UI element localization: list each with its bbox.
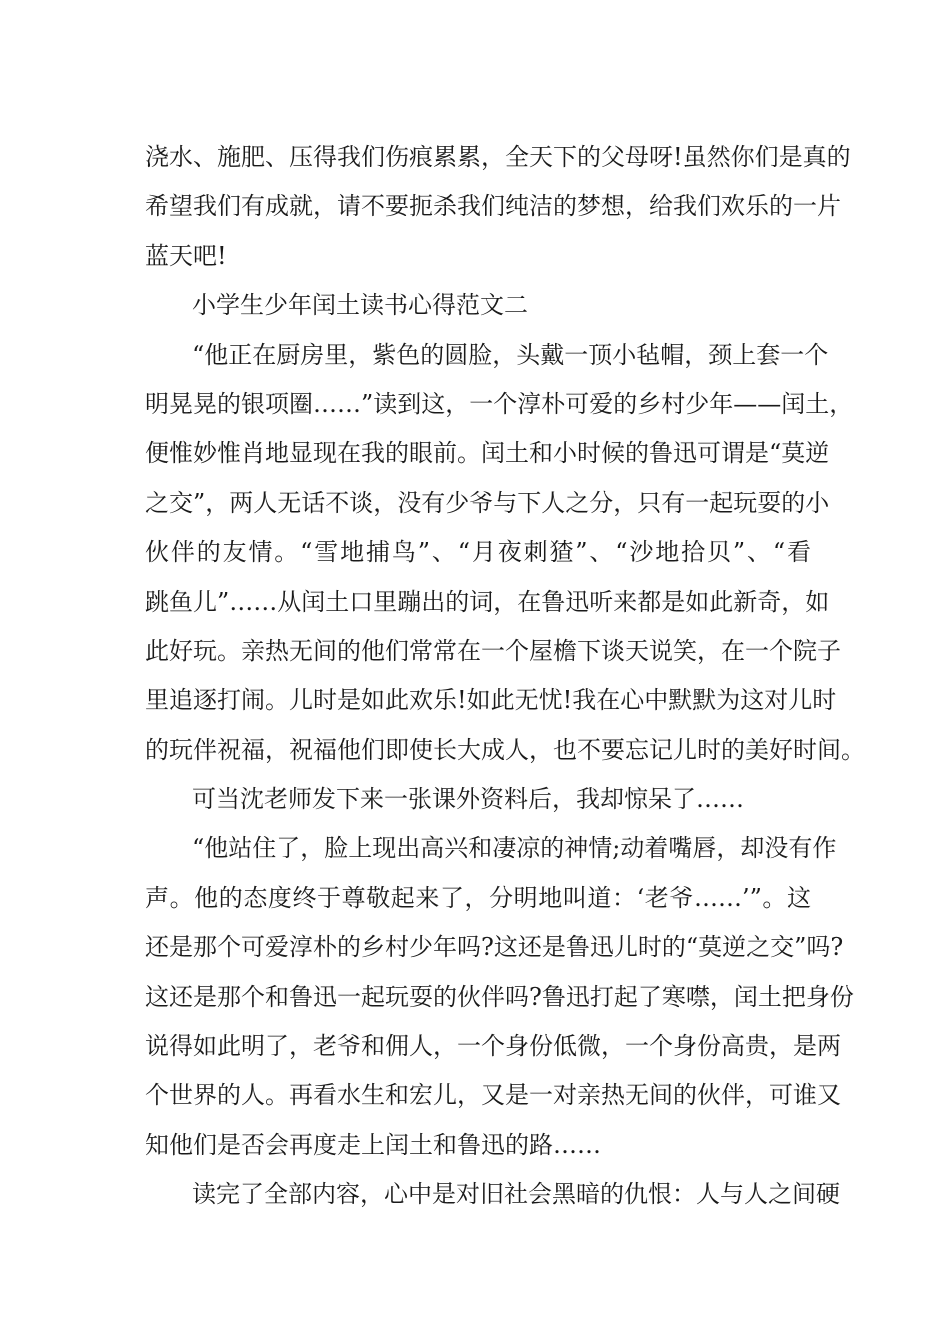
text-line: 浇水、施肥、压得我们伤痕累累，全天下的父母呀!虽然你们是真的 <box>145 143 851 171</box>
text-line: 个世界的人。再看水生和宏儿，又是一对亲热无间的伙伴，可谁又 <box>145 1081 841 1110</box>
section-heading: 小学生少年闰土读书心得范文二 <box>192 291 528 320</box>
text-line: 便惟妙惟肖地显现在我的眼前。闰土和小时候的鲁迅可谓是“莫逆 <box>145 439 830 468</box>
document-body <box>145 133 865 1220</box>
text-line: 说得如此明了，老爷和佣人，一个身份低微，一个身份高贵，是两 <box>145 1032 841 1061</box>
text-line: “他站住了，脸上现出高兴和凄凉的神情;动着嘴唇，却没有作 <box>192 834 837 863</box>
text-line: 的玩伴祝福，祝福他们即使长大成人，也不要忘记儿时的美好时间。 <box>145 735 865 764</box>
text-line: 读完了全部内容，心中是对旧社会黑暗的仇恨：人与人之间硬 <box>192 1180 840 1209</box>
text-line: 可当沈老师发下来一张课外资料后，我却惊呆了…… <box>192 785 744 814</box>
text-line: 之交”，两人无话不谈，没有少爷与下人之分，只有一起玩耍的小 <box>145 488 830 517</box>
text-line: 还是那个可爱淳朴的乡村少年吗?这还是鲁迅儿时的“莫逆之交”吗? <box>145 933 844 962</box>
text-line: 知他们是否会再度走上闰土和鲁迅的路…… <box>145 1130 601 1159</box>
text-line: 这还是那个和鲁迅一起玩耍的伙伴吗?鲁迅打起了寒噤，闰土把身份 <box>145 982 854 1011</box>
text-line: 希望我们有成就，请不要扼杀我们纯洁的梦想，给我们欢乐的一片 <box>145 192 841 221</box>
text-line: 声。他的态度终于尊敬起来了，分明地叫道：‘老爷……’”。这 <box>145 883 811 912</box>
text-line: 伙伴的友情。“雪地捕鸟”、“月夜刺猹”、“沙地拾贝”、“看 <box>145 538 811 567</box>
text-line: 跳鱼儿”……从闰土口里蹦出的词，在鲁迅听来都是如此新奇，如 <box>145 587 830 616</box>
text-line: 此好玩。亲热无间的他们常常在一个屋檐下谈天说笑，在一个院子 <box>145 636 841 665</box>
text-line: 里追逐打闹。儿时是如此欢乐!如此无忧!我在心中默默为这对儿时 <box>145 686 837 715</box>
text-line: 明晃晃的银项圈……”读到这，一个淳朴可爱的乡村少年——闰土， <box>145 389 854 418</box>
text-line: “他正在厨房里，紫色的圆脸，头戴一顶小毡帽，颈上套一个 <box>192 340 829 369</box>
text-line: 蓝天吧! <box>145 241 227 270</box>
